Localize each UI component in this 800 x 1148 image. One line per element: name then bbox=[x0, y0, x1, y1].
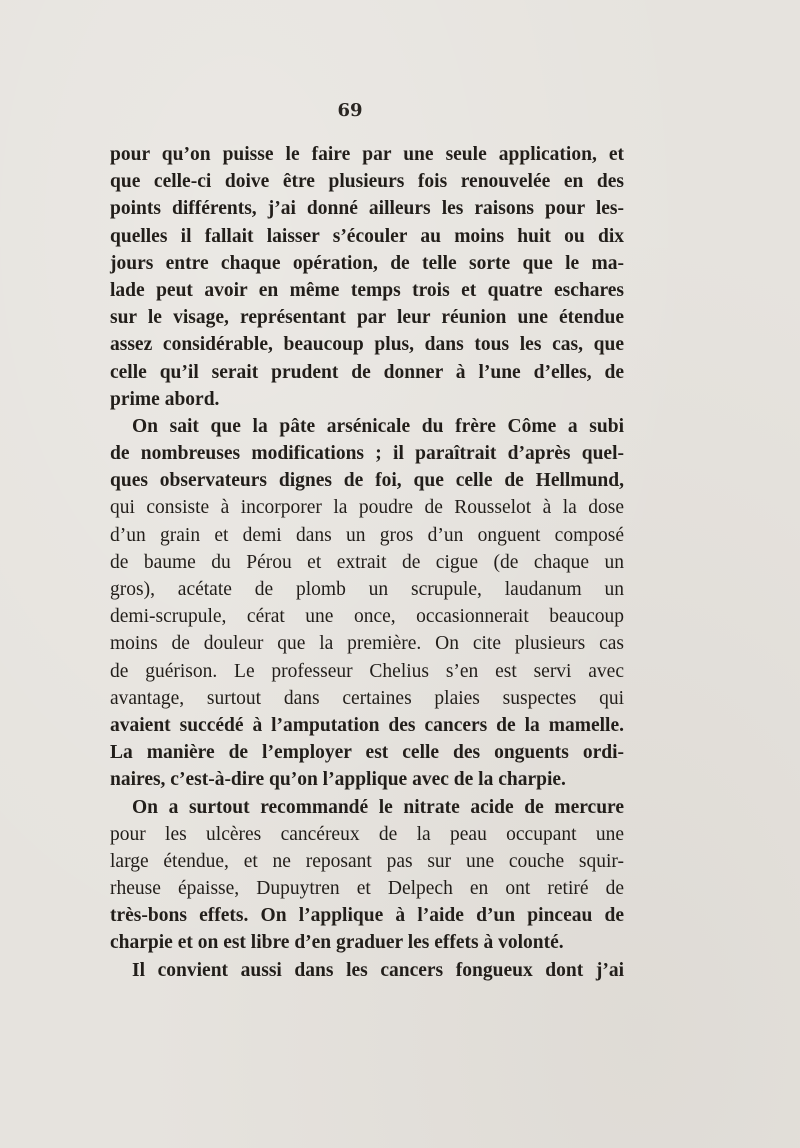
text-line: rheuse épaisse, Dupuytren et Delpech en ont retiré de bbox=[110, 878, 624, 900]
text-line: La manière de l’employer est celle des onguents ordi- bbox=[110, 742, 624, 764]
text-line: naires, c’est-à-dire qu’on l’applique avec de la charpie. bbox=[110, 769, 566, 791]
text-line: lade peut avoir en même temps trois et quatre eschares bbox=[110, 279, 624, 301]
text-line: sur le visage, représentant par leur réunion une étendue bbox=[110, 307, 624, 329]
text-line: de nombreuses modifications ; il paraîtrait d’après quel- bbox=[110, 443, 624, 465]
text-line: pour les ulcères cancéreux de la peau occupant une bbox=[110, 823, 624, 845]
text-line: Il convient aussi dans les cancers fongueux dont j’ai bbox=[132, 959, 624, 981]
text-line: très-bons effets. On l’applique à l’aide d’un pinceau de bbox=[110, 905, 624, 927]
text-line: demi-scrupule, cérat une once, occasionnerait beaucoup bbox=[110, 606, 624, 628]
text-line: On a surtout recommandé le nitrate acide de mercure bbox=[132, 796, 624, 818]
text-line: prime abord. bbox=[110, 388, 220, 410]
text-line: charpie et on est libre d’en graduer les effets à volonté. bbox=[110, 932, 564, 954]
text-line: jours entre chaque opération, de telle sorte que le ma- bbox=[110, 252, 624, 274]
text-line: points différents, j’ai donné ailleurs les raisons pour les- bbox=[110, 198, 624, 220]
text-line: avaient succédé à l’amputation des cancers de la mamelle. bbox=[110, 714, 624, 736]
text-line: gros), acétate de plomb un scrupule, laudanum un bbox=[110, 579, 624, 600]
text-line: On sait que la pâte arsénicale du frère Côme a subi bbox=[132, 415, 624, 437]
text-line: moins de douleur que la première. On cite plusieurs cas bbox=[110, 633, 624, 655]
page-number: 69 bbox=[337, 100, 363, 121]
text-line: de guérison. Le professeur Chelius s’en est servi avec bbox=[110, 660, 624, 682]
text-line: assez considérable, beaucoup plus, dans tous les cas, que bbox=[110, 334, 624, 356]
text-line: avantage, surtout dans certaines plaies suspectes qui bbox=[110, 687, 624, 709]
text-line: large étendue, et ne reposant pas sur une couche squir- bbox=[110, 850, 624, 872]
text-line: qui consiste à incorporer la poudre de Rousselot à la dose bbox=[110, 497, 624, 519]
text-line: pour qu’on puisse le faire par une seule application, et bbox=[110, 144, 624, 165]
text-line: que celle-ci doive être plusieurs fois renouvelée en des bbox=[110, 171, 624, 193]
text-line: celle qu’il serait prudent de donner à l’une d’elles, de bbox=[110, 361, 624, 383]
text-line: de baume du Pérou et extrait de cigue (de chaque un bbox=[110, 551, 624, 573]
text-line: quelles il fallait laisser s’écouler au moins huit ou dix bbox=[110, 225, 624, 247]
text-line: ques observateurs dignes de foi, que celle de Hellmund, bbox=[110, 470, 624, 492]
body-text bbox=[110, 141, 624, 984]
text-line: d’un grain et demi dans un gros d’un onguent composé bbox=[110, 524, 624, 546]
